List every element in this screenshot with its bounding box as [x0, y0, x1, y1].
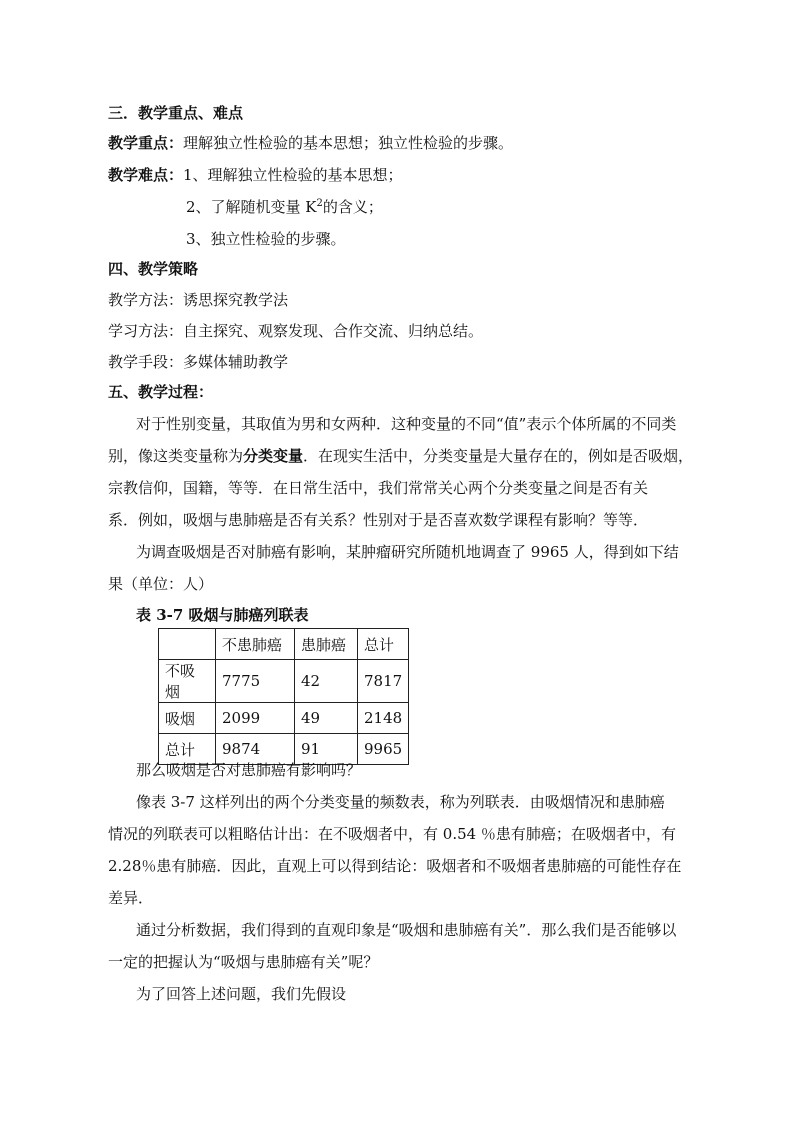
table-cell: 42 — [295, 660, 358, 703]
table-cell: 7775 — [216, 660, 295, 703]
para2-line1: 为调查吸烟是否对肺癌有影响，某肿瘤研究所随机地调查了 9965 人，得到如下结 — [136, 543, 679, 561]
para1-line2-b: ．在现实生活中，分类变量是大量存在的，例如是否吸烟， — [303, 447, 694, 465]
para1-line3: 宗教信仰，国籍，等等．在日常生活中，我们常常关心两个分类变量之间是否有关 — [108, 479, 649, 497]
para1-line2-a: 别，像这类变量称为 — [108, 447, 244, 465]
table-header-cell: 患肺癌 — [295, 629, 358, 660]
para4-line2: 一定的把握认为“吸烟与患肺癌有关”呢？ — [108, 953, 379, 971]
para3-line2: 情况的列联表可以粗略估计出：在不吸烟者中，有 0.54 ％患有肺癌；在吸烟者中，有 — [108, 825, 676, 843]
learning-method: 学习方法：自主探究、观察发现、合作交流、归纳总结。 — [108, 322, 484, 340]
table-header-row — [159, 629, 409, 660]
para3-line3: 2.28％患有肺癌．因此，直观上可以得到结论：吸烟者和不吸烟者患肺癌的可能性存在 — [108, 857, 682, 875]
difficulty-line-2 — [186, 197, 383, 217]
table-header-cell: 总计 — [358, 629, 409, 660]
teaching-method: 教学方法：诱思探究教学法 — [108, 291, 289, 309]
para3-line1: 像表 3-7 这样列出的两个分类变量的频数表，称为列联表．由吸烟情况和患肺癌 — [136, 793, 665, 811]
difficulty-label: 教学难点： — [108, 166, 184, 184]
key-points-text: 理解独立性检验的基本思想；独立性检验的步骤。 — [183, 134, 514, 152]
table-header-cell: 不患肺癌 — [216, 629, 295, 660]
section-heading-3: 三．教学重点、难点 — [108, 104, 244, 122]
key-points-label: 教学重点： — [108, 134, 184, 152]
table-row — [159, 660, 409, 703]
table-cell: 2148 — [358, 703, 409, 734]
para1-line4: 系．例如，吸烟与患肺癌是否有关系？性别对于是否喜欢数学课程有影响？等等． — [108, 511, 649, 529]
difficulty-item-2-tail: 的含义； — [322, 198, 383, 216]
table-cell: 91 — [295, 734, 358, 765]
para1-line1: 对于性别变量，其取值为男和女两种．这种变量的不同“值”表示个体所属的不同类 — [136, 415, 677, 433]
table-cell: 9965 — [358, 734, 409, 765]
para1-line2 — [108, 446, 693, 466]
contingency-table — [158, 628, 409, 765]
table-row — [159, 703, 409, 734]
difficulty-item-2: 2、了解随机变量 K — [186, 198, 317, 216]
para2-line2: 果（单位：人） — [108, 575, 214, 593]
table-cell: 吸烟 — [159, 703, 216, 734]
difficulty-item-1: 1、理解独立性检验的基本思想； — [183, 166, 403, 184]
table-cell: 2099 — [216, 703, 295, 734]
table-header-cell — [159, 629, 216, 660]
para5-line: 为了回答上述问题，我们先假设 — [136, 985, 347, 1003]
table-caption: 表 3-7 吸烟与肺癌列联表 — [136, 606, 309, 624]
section-heading-5: 五、教学过程： — [108, 383, 214, 401]
difficulty-item-3: 3、独立性检验的步骤。 — [186, 230, 346, 248]
key-points-line — [108, 133, 513, 153]
section-heading-4: 四、教学策略 — [108, 260, 199, 278]
k-squared-superscript: 2 — [316, 198, 323, 209]
table-cell: 49 — [295, 703, 358, 734]
teaching-means: 教学手段：多媒体辅助教学 — [108, 353, 289, 371]
table-cell: 总计 — [159, 734, 216, 765]
table-cell: 不吸烟 — [159, 660, 216, 703]
categorical-variable-term: 分类变量 — [243, 447, 304, 465]
para4-line1: 通过分析数据，我们得到的直观印象是“吸烟和患肺癌有关”．那么我们是否能够以 — [136, 921, 677, 939]
question-line: 那么吸烟是否对患肺癌有影响吗？ — [136, 761, 362, 779]
para3-line4: 差异． — [108, 889, 154, 907]
difficulty-line-1 — [108, 165, 403, 185]
table-cell: 7817 — [358, 660, 409, 703]
table-cell: 9874 — [216, 734, 295, 765]
